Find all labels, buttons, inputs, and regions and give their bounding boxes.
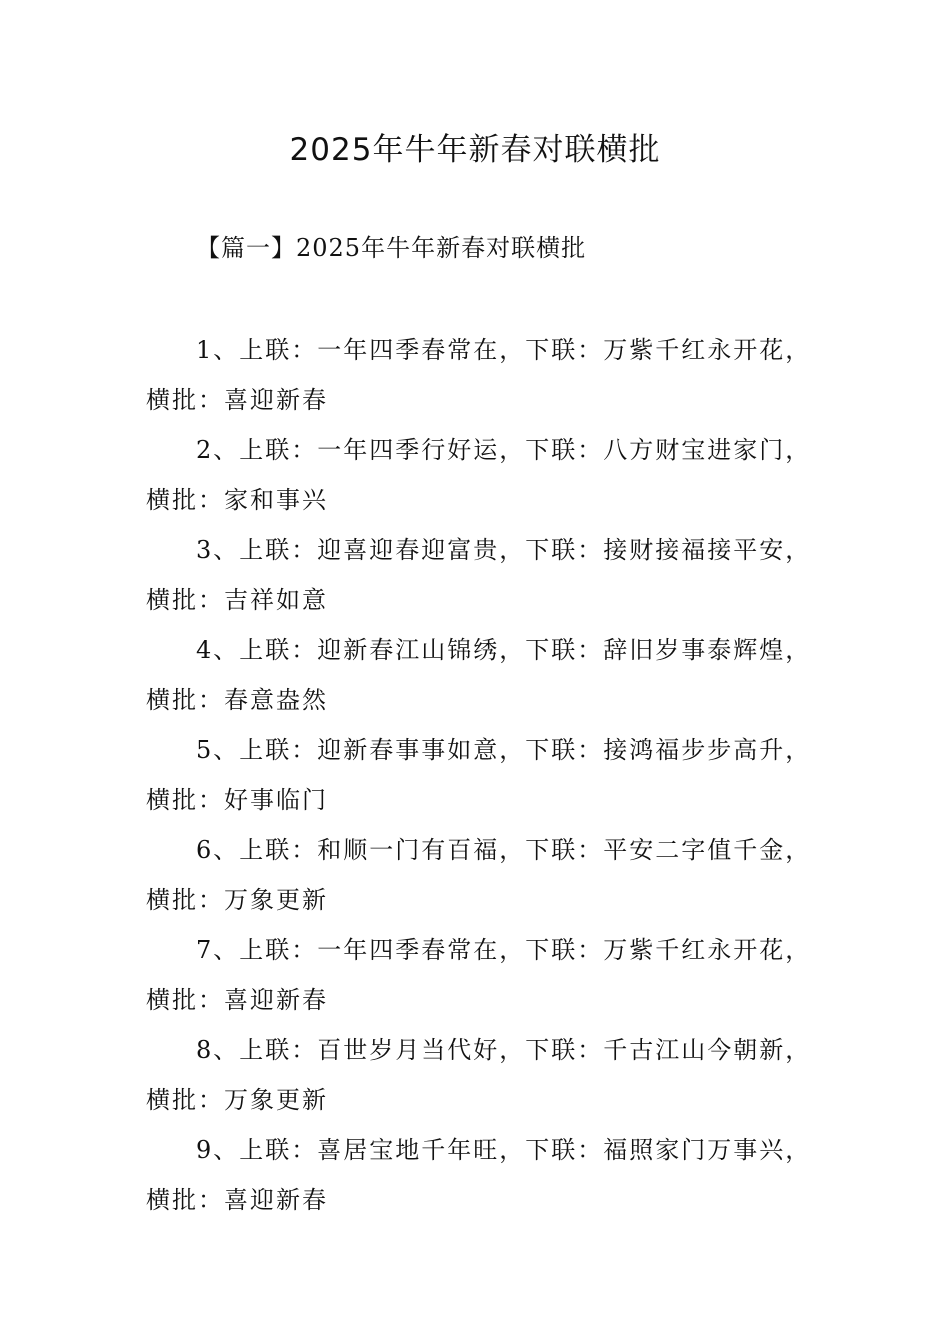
couplet-item xyxy=(146,728,812,828)
couplet-list xyxy=(146,328,812,1228)
couplet-line-1: 5、上联：迎新春事事如意，下联：接鸿福步步高升， xyxy=(196,736,812,764)
couplet-line-2: 横批：喜迎新春 xyxy=(146,986,328,1014)
couplet-line-2: 横批：喜迎新春 xyxy=(146,386,328,414)
couplet-line-1: 8、上联：百世岁月当代好，下联：千古江山今朝新， xyxy=(196,1036,812,1064)
couplet-line-1: 4、上联：迎新春江山锦绣，下联：辞旧岁事泰辉煌， xyxy=(196,636,812,664)
couplet-line-1: 7、上联：一年四季春常在，下联：万紫千红永开花， xyxy=(196,936,812,964)
couplet-line-1: 9、上联：喜居宝地千年旺，下联：福照家门万事兴， xyxy=(196,1136,812,1164)
couplet-line-1: 2、上联：一年四季行好运，下联：八方财宝进家门， xyxy=(196,436,812,464)
couplet-line-2: 横批：吉祥如意 xyxy=(146,586,328,614)
couplet-line-2: 横批：春意盎然 xyxy=(146,686,328,714)
couplet-item xyxy=(146,528,812,628)
couplet-line-1: 6、上联：和顺一门有百福，下联：平安二字值千金， xyxy=(196,836,812,864)
couplet-line-2: 横批：万象更新 xyxy=(146,886,328,914)
couplet-line-2: 横批：家和事兴 xyxy=(146,486,328,514)
couplet-item xyxy=(146,1128,812,1228)
document-title: 2025年牛年新春对联横批 xyxy=(289,132,661,168)
couplet-line-1: 1、上联：一年四季春常在，下联：万紫千红永开花， xyxy=(196,336,812,364)
couplet-item xyxy=(146,828,812,928)
couplet-line-2: 横批：好事临门 xyxy=(146,786,328,814)
couplet-line-2: 横批：万象更新 xyxy=(146,1086,328,1114)
couplet-line-1: 3、上联：迎喜迎春迎富贵，下联：接财接福接平安， xyxy=(196,536,812,564)
couplet-item xyxy=(146,1028,812,1128)
couplet-item xyxy=(146,928,812,1028)
couplet-item xyxy=(146,428,812,528)
section-heading: 【篇一】2025年牛年新春对联横批 xyxy=(196,234,587,262)
couplet-line-2: 横批：喜迎新春 xyxy=(146,1186,328,1214)
couplet-item xyxy=(146,328,812,428)
couplet-item xyxy=(146,628,812,728)
